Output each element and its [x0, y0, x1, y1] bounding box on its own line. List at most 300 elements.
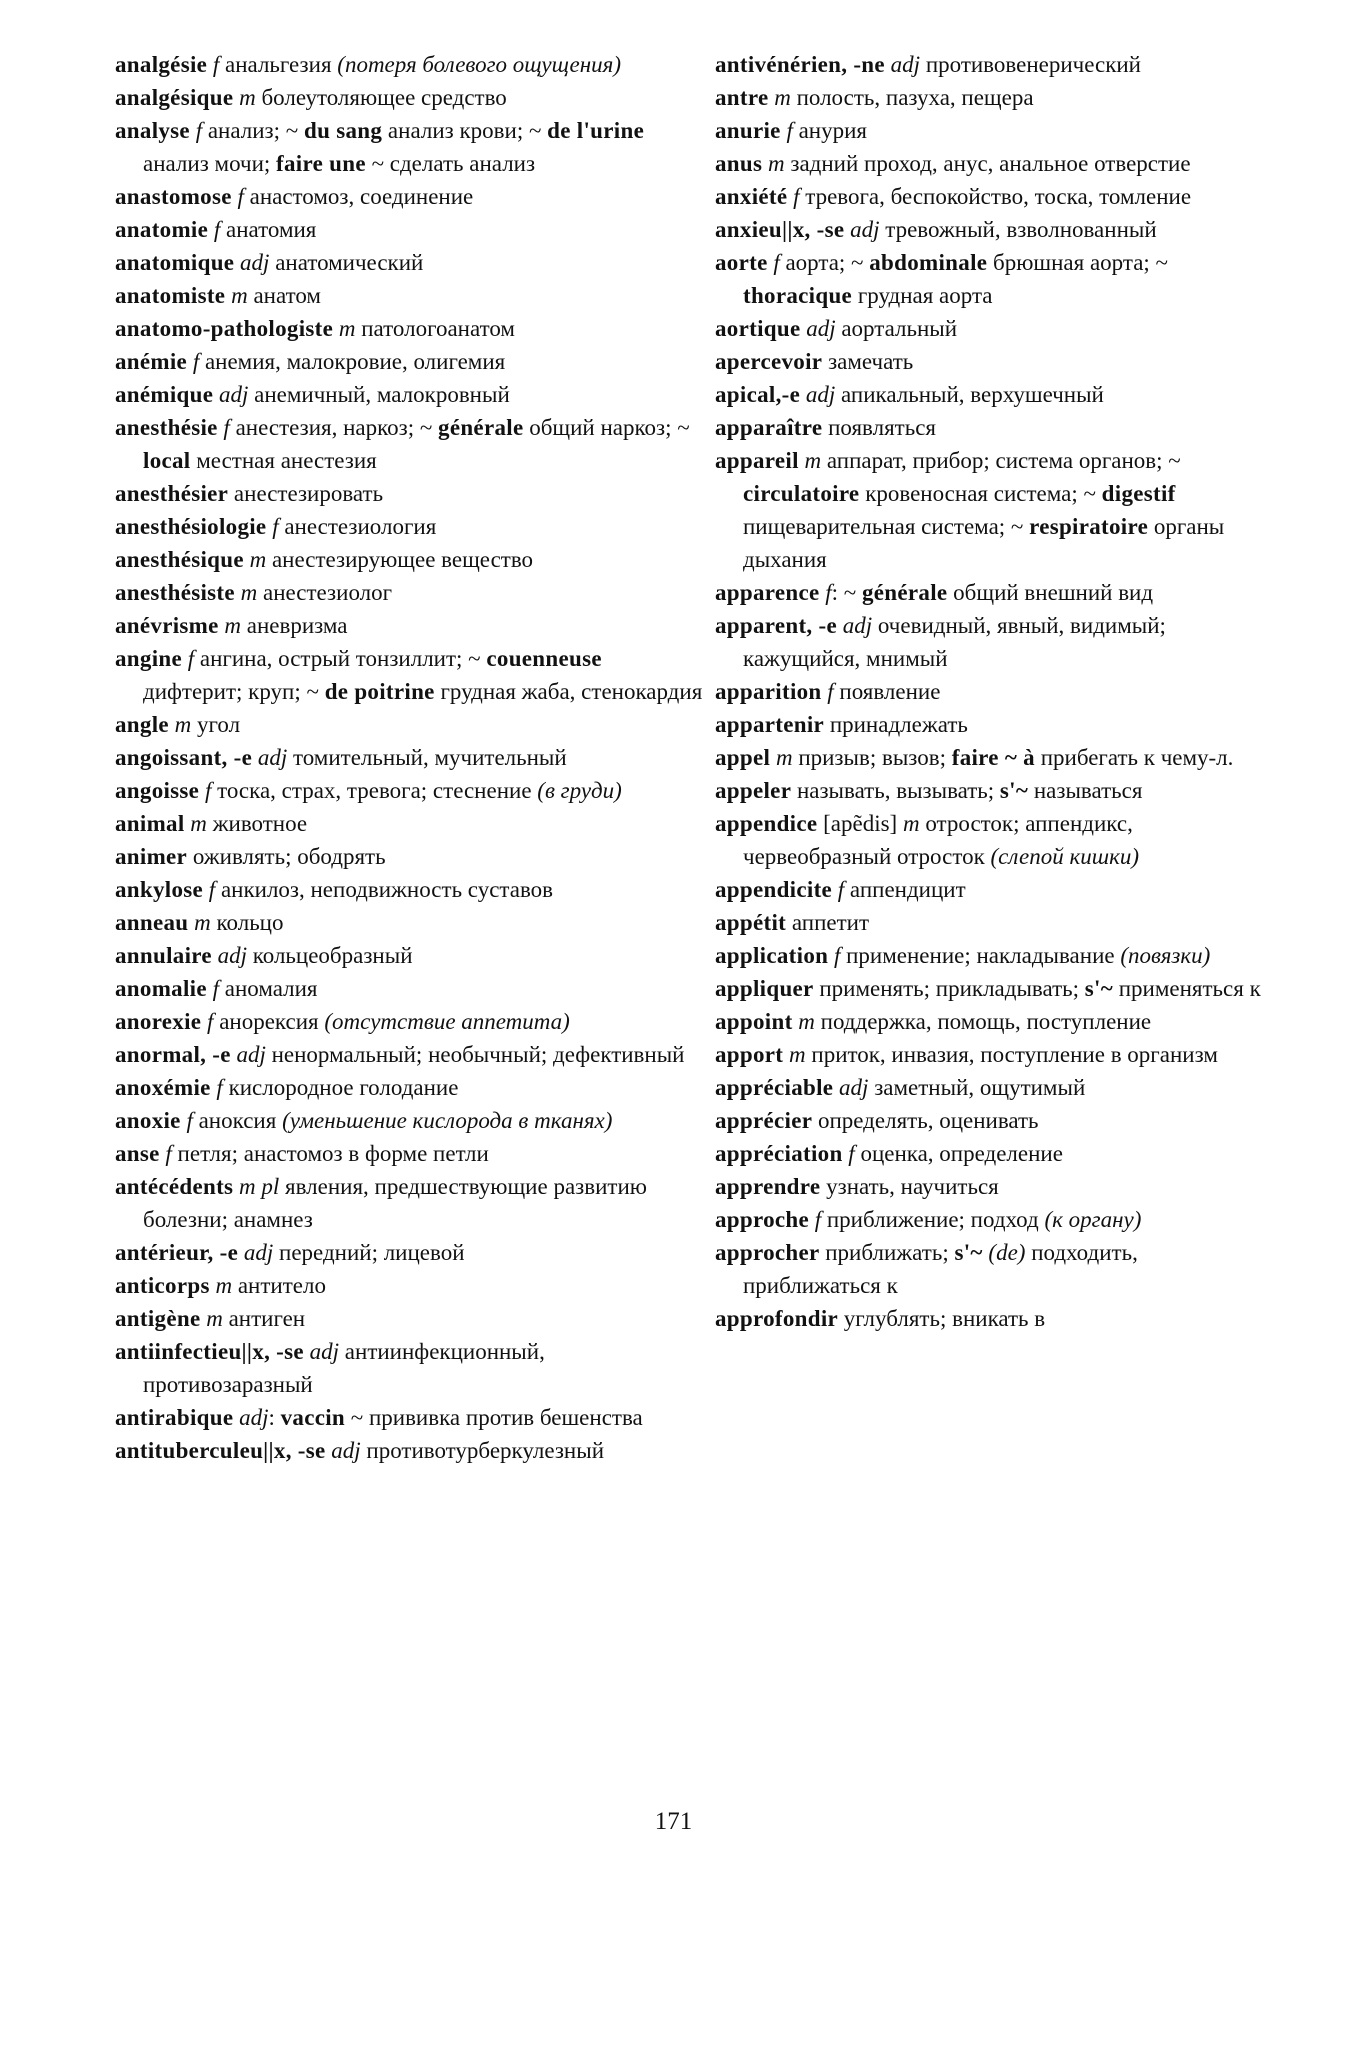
- translation-text: общий наркоз; ~: [523, 415, 690, 440]
- translation-text: ~ сделать анализ: [365, 151, 536, 176]
- dictionary-entry: [715, 180, 1273, 213]
- headword: anse: [115, 1141, 160, 1166]
- subentry-phrase: s'~: [1084, 976, 1113, 1001]
- headword: antécédents: [115, 1174, 234, 1199]
- headword: anoxémie: [115, 1075, 211, 1100]
- headword: anatomie: [115, 217, 209, 242]
- gloss-note: (к органу): [1044, 1207, 1142, 1232]
- gloss-note: (повязки): [1120, 943, 1211, 968]
- dictionary-entry: [715, 1302, 1273, 1335]
- translation-text: томительный, мучительный: [287, 745, 567, 770]
- translation-text: тревожный, взволнованный: [879, 217, 1157, 242]
- grammar-label: f: [780, 118, 793, 143]
- headword: approche: [715, 1207, 809, 1232]
- headword: animal: [115, 811, 185, 836]
- grammar-label: m: [243, 547, 267, 572]
- translation-text: петля; анастомоз в форме петли: [171, 1141, 489, 1166]
- headword: anatomo-pathologiste: [115, 316, 334, 341]
- translation-text: анестезиология: [278, 514, 437, 539]
- grammar-label: m: [902, 811, 920, 836]
- dictionary-entry: [115, 279, 707, 312]
- translation-text: заметный, ощутимый: [868, 1075, 1086, 1100]
- translation-text: явления, предшествующие развитию болезни; анамнез: [143, 1174, 647, 1232]
- translation-text: задний проход, анус, анальное отверстие: [784, 151, 1191, 176]
- grammar-label: f: [199, 778, 212, 803]
- dictionary-entry: [115, 807, 707, 840]
- headword: appétit: [715, 910, 787, 935]
- grammar-label: f: [231, 184, 244, 209]
- dictionary-entry: [115, 1137, 707, 1170]
- headword: anesthésie: [115, 415, 218, 440]
- translation-text: ненормальный; необычный; дефективный: [265, 1042, 685, 1067]
- headword: application: [715, 943, 829, 968]
- headword: apport: [715, 1042, 784, 1067]
- dictionary-entry: [115, 312, 707, 345]
- headword: appeler: [715, 778, 792, 803]
- grammar-label: adj: [800, 382, 836, 407]
- headword: angine: [115, 646, 182, 671]
- translation-text: грудная жаба, стенокардия: [434, 679, 703, 704]
- translation-text: кольцо: [210, 910, 284, 935]
- gloss-note: (de): [982, 1240, 1026, 1265]
- headword: anorexie: [115, 1009, 202, 1034]
- translation-text: приток, инвазия, поступление в организм: [805, 1042, 1218, 1067]
- subentry-phrase: faire ~ à: [951, 745, 1035, 770]
- gloss-note: (отсутствие аппетита): [324, 1009, 570, 1034]
- headword: anesthésiologie: [115, 514, 267, 539]
- translation-text: анализ мочи;: [143, 151, 277, 176]
- grammar-label: f: [210, 1075, 223, 1100]
- dictionary-column-left: [115, 48, 707, 1467]
- translation-text: анурия: [792, 118, 867, 143]
- headword: anxiété: [715, 184, 788, 209]
- translation-text: анастомоз, соединение: [243, 184, 474, 209]
- dictionary-entry: [715, 807, 1273, 873]
- headword: apparition: [715, 679, 822, 704]
- dictionary-entry: [115, 1170, 707, 1236]
- translation-text: анемия, малокровие, олигемия: [199, 349, 506, 374]
- grammar-label: f: [201, 1009, 214, 1034]
- headword: antiinfectieu||x, -se: [115, 1339, 304, 1364]
- headword: angle: [115, 712, 169, 737]
- dictionary-entry: [115, 477, 707, 510]
- grammar-label: m: [234, 580, 258, 605]
- headword: approcher: [715, 1240, 820, 1265]
- translation-text: ангина, острый тонзиллит; ~: [194, 646, 487, 671]
- headword: anémique: [115, 382, 214, 407]
- grammar-label: adj: [844, 217, 880, 242]
- grammar-label: f: [832, 877, 845, 902]
- translation-text: антиген: [222, 1306, 306, 1331]
- headword: anurie: [715, 118, 781, 143]
- dictionary-entry: [715, 1170, 1273, 1203]
- dictionary-entry: [115, 411, 707, 477]
- translation-text: анализ крови; ~: [382, 118, 548, 143]
- headword: appréciable: [715, 1075, 834, 1100]
- subentry-phrase: digestif: [1101, 481, 1176, 506]
- dictionary-entry: [115, 774, 707, 807]
- dictionary-entry: [715, 1005, 1273, 1038]
- dictionary-entry: [115, 873, 707, 906]
- translation-text: приближать;: [819, 1240, 955, 1265]
- subentry-phrase: de l'urine: [547, 118, 645, 143]
- translation-text: антиинфекционный, противозаразный: [143, 1339, 545, 1397]
- headword: anoxie: [115, 1108, 181, 1133]
- translation-text: оживлять; ободрять: [187, 844, 386, 869]
- translation-text: органы дыхания: [743, 514, 1225, 572]
- translation-text: кольцеобразный: [247, 943, 413, 968]
- headword: anxieu||x, -se: [715, 217, 845, 242]
- dictionary-entry: [715, 213, 1273, 246]
- grammar-label: f: [217, 415, 230, 440]
- translation-text: анальгезия: [219, 52, 338, 77]
- grammar-label: adj: [837, 613, 873, 638]
- translation-text: применяться к: [1112, 976, 1261, 1001]
- headword: ankylose: [115, 877, 204, 902]
- headword: analgésique: [115, 85, 234, 110]
- headword: antirabique: [115, 1405, 234, 1430]
- grammar-label: adj: [303, 1339, 340, 1364]
- headword: annulaire: [115, 943, 212, 968]
- dictionary-entry: [715, 708, 1273, 741]
- translation-text: тоска, страх, тревога; стеснение: [211, 778, 538, 803]
- translation-text: анорексия: [213, 1009, 325, 1034]
- dictionary-entry: [715, 741, 1273, 774]
- grammar-label: m: [200, 1306, 223, 1331]
- dictionary-entry: [115, 114, 707, 180]
- dictionary-entry: [715, 1071, 1273, 1104]
- translation-text: называть, вызывать;: [791, 778, 1000, 803]
- grammar-label: m: [762, 151, 785, 176]
- translation-text: появление: [833, 679, 941, 704]
- translation-text: анкилоз, неподвижность суставов: [215, 877, 554, 902]
- translation-text: местная анестезия: [190, 448, 377, 473]
- dictionary-entry: [115, 1335, 707, 1401]
- translation-text: анализ; ~: [202, 118, 304, 143]
- dictionary-entry: [115, 81, 707, 114]
- grammar-label: m: [792, 1009, 815, 1034]
- grammar-label: m: [168, 712, 192, 737]
- dictionary-entry: [115, 576, 707, 609]
- grammar-label: adj: [211, 943, 247, 968]
- translation-text: принадлежать: [824, 712, 968, 737]
- translation-text: кровеносная система; ~: [859, 481, 1102, 506]
- translation-text: аномалия: [218, 976, 318, 1001]
- headword: antre: [715, 85, 769, 110]
- translation-text: болеутоляющее средство: [255, 85, 507, 110]
- subentry-phrase: local: [143, 448, 191, 473]
- headword: appréciation: [715, 1141, 843, 1166]
- headword: appoint: [715, 1009, 793, 1034]
- dictionary-entry: [115, 609, 707, 642]
- dictionary-entry: [115, 1302, 707, 1335]
- translation-text: кислородное голодание: [222, 1075, 459, 1100]
- subentry-phrase: faire une: [276, 151, 366, 176]
- headword: appartenir: [715, 712, 825, 737]
- translation-text: применять; прикладывать;: [813, 976, 1085, 1001]
- dictionary-entry: [715, 675, 1273, 708]
- grammar-label: adj: [833, 1075, 869, 1100]
- dictionary-entry: [115, 1104, 707, 1137]
- translation-text: апикальный, верхушечный: [835, 382, 1104, 407]
- dictionary-entry: [115, 1071, 707, 1104]
- dictionary-entry: [715, 411, 1273, 444]
- translation-text: аноксия: [192, 1108, 283, 1133]
- grammar-label: m: [184, 811, 207, 836]
- headword: anesthésier: [115, 481, 229, 506]
- dictionary-entry: [715, 378, 1273, 411]
- headword: analgésie: [115, 52, 208, 77]
- dictionary-entry: [715, 1104, 1273, 1137]
- translation-text: прибегать к чему-л.: [1034, 745, 1234, 770]
- translation-text: узнать, научиться: [820, 1174, 999, 1199]
- grammar-label: m: [333, 316, 356, 341]
- grammar-label: m: [783, 1042, 806, 1067]
- headword: angoisse: [115, 778, 200, 803]
- translation-text: передний; лицевой: [273, 1240, 465, 1265]
- headword: apprendre: [715, 1174, 821, 1199]
- translation-text: дифтерит; круп; ~: [143, 679, 325, 704]
- headword: anesthésiste: [115, 580, 235, 605]
- subentry-phrase: vaccin: [280, 1405, 346, 1430]
- headword: appendice: [715, 811, 818, 836]
- translation-text: грудная аорта: [852, 283, 993, 308]
- dictionary-entry: [715, 774, 1273, 807]
- headword: apical,-e: [715, 382, 801, 407]
- dictionary-entry: [115, 1005, 707, 1038]
- headword: anticorps: [115, 1273, 210, 1298]
- grammar-label: f: [787, 184, 800, 209]
- translation-text: аневризма: [241, 613, 348, 638]
- translation-text: брюшная аорта; ~: [987, 250, 1169, 275]
- grammar-label: adj: [800, 316, 836, 341]
- subentry-phrase: s'~: [999, 778, 1029, 803]
- dictionary-entry: [115, 246, 707, 279]
- grammar-label: m: [770, 745, 793, 770]
- headword: angoissant, -e: [115, 745, 253, 770]
- headword: apercevoir: [715, 349, 823, 374]
- grammar-label: f: [767, 250, 780, 275]
- dictionary-entry: [115, 48, 707, 81]
- translation-text: призыв; вызов;: [792, 745, 952, 770]
- translation-text: :: [268, 1405, 281, 1430]
- translation-text: подходить, приближаться к: [743, 1240, 1138, 1298]
- dictionary-entry: [715, 939, 1273, 972]
- headword: anatomique: [115, 250, 235, 275]
- translation-text: очевидный, явный, видимый; кажущийся, мнимый: [743, 613, 1166, 671]
- dictionary-entry: [115, 1038, 707, 1071]
- dictionary-entry: [715, 345, 1273, 378]
- headword: anévrisme: [115, 613, 219, 638]
- headword: antérieur, -e: [115, 1240, 239, 1265]
- subentry-phrase: de poitrine: [324, 679, 435, 704]
- grammar-label: adj: [233, 1405, 269, 1430]
- translation-text: приближение; подход: [821, 1207, 1045, 1232]
- translation-text: применение; накладывание: [840, 943, 1121, 968]
- grammar-label: f: [208, 217, 221, 242]
- gloss-note: (в груди): [537, 778, 622, 803]
- grammar-label: f: [842, 1141, 855, 1166]
- dictionary-entry: [715, 81, 1273, 114]
- dictionary-entry: [715, 147, 1273, 180]
- page-number: 171: [654, 1808, 693, 1835]
- translation-text: : ~: [831, 580, 862, 605]
- dictionary-entry: [715, 576, 1273, 609]
- headword: antivénérien, -ne: [715, 52, 885, 77]
- dictionary-entry: [115, 708, 707, 741]
- headword: antituberculeu||x, -se: [115, 1438, 326, 1463]
- grammar-label: f: [181, 646, 195, 671]
- translation-text: животное: [206, 811, 308, 836]
- dictionary-entry: [115, 642, 707, 708]
- grammar-label: f: [819, 580, 832, 605]
- dictionary-entry: [715, 1236, 1273, 1302]
- dictionary-entry: [115, 840, 707, 873]
- grammar-label: f: [180, 1108, 193, 1133]
- grammar-label: adj: [230, 1042, 266, 1067]
- dictionary-entry: [115, 1236, 707, 1269]
- translation-text: аппарат, прибор; система органов; ~: [821, 448, 1181, 473]
- dictionary-entry: [115, 939, 707, 972]
- grammar-label: adj: [325, 1438, 361, 1463]
- dictionary-entry: [115, 1269, 707, 1302]
- headword: animer: [115, 844, 188, 869]
- grammar-label: f: [207, 52, 220, 77]
- translation-text: анестезировать: [228, 481, 384, 506]
- dictionary-entry: [115, 972, 707, 1005]
- subentry-phrase: respiratoire: [1029, 514, 1149, 539]
- translation-text: патологоанатом: [355, 316, 515, 341]
- grammar-label: f: [206, 976, 219, 1001]
- translation-text: анестезиолог: [257, 580, 393, 605]
- headword: appliquer: [715, 976, 814, 1001]
- grammar-label: m: [225, 283, 248, 308]
- grammar-label: adj: [213, 382, 249, 407]
- headword: appel: [715, 745, 771, 770]
- translation-text: тревога, беспокойство, тоска, томление: [799, 184, 1192, 209]
- headword: appendicite: [715, 877, 833, 902]
- dictionary-entry: [715, 1038, 1273, 1071]
- translation-text: аорта; ~: [779, 250, 870, 275]
- dictionary-entry: [115, 741, 707, 774]
- translation-text: [apẽdis]: [817, 811, 903, 836]
- dictionary-entry: [115, 180, 707, 213]
- translation-text: аппетит: [786, 910, 870, 935]
- translation-text: анатомия: [220, 217, 317, 242]
- subentry-phrase: générale: [438, 415, 524, 440]
- translation-text: появляться: [822, 415, 936, 440]
- translation-text: анестезирующее вещество: [266, 547, 534, 572]
- dictionary-entry: [715, 972, 1273, 1005]
- translation-text: углублять; вникать в: [838, 1306, 1046, 1331]
- headword: analyse: [115, 118, 190, 143]
- dictionary-entry: [715, 1137, 1273, 1170]
- grammar-label: f: [189, 118, 203, 143]
- translation-text: называться: [1028, 778, 1143, 803]
- grammar-label: m: [768, 85, 791, 110]
- headword: approfondir: [715, 1306, 839, 1331]
- grammar-label: m pl: [233, 1174, 280, 1199]
- dictionary-entry: [715, 246, 1273, 312]
- dictionary-entry: [115, 543, 707, 576]
- subentry-phrase: thoracique: [743, 283, 853, 308]
- headword: apparence: [715, 580, 820, 605]
- translation-text: угол: [191, 712, 241, 737]
- grammar-label: m: [188, 910, 211, 935]
- dictionary-entry: [715, 873, 1273, 906]
- translation-text: противотурберкулезный: [360, 1438, 605, 1463]
- headword: anesthésique: [115, 547, 244, 572]
- dictionary-entry: [715, 48, 1273, 81]
- translation-text: антитело: [232, 1273, 326, 1298]
- headword: anormal, -e: [115, 1042, 231, 1067]
- gloss-note: (слепой кишки): [990, 844, 1139, 869]
- translation-text: поддержка, помощь, поступление: [814, 1009, 1152, 1034]
- headword: appareil: [715, 448, 799, 473]
- grammar-label: f: [266, 514, 279, 539]
- translation-text: анестезия, наркоз; ~: [229, 415, 439, 440]
- translation-text: оценка, определение: [854, 1141, 1063, 1166]
- subentry-phrase: générale: [861, 580, 948, 605]
- headword: anatomiste: [115, 283, 226, 308]
- translation-text: замечать: [822, 349, 914, 374]
- headword: aortique: [715, 316, 801, 341]
- dictionary-entry: [715, 906, 1273, 939]
- headword: anneau: [115, 910, 189, 935]
- translation-text: общий внешний вид: [947, 580, 1154, 605]
- translation-text: анемичный, малокровный: [248, 382, 510, 407]
- headword: anastomose: [115, 184, 232, 209]
- dictionary-entry: [715, 444, 1273, 576]
- grammar-label: f: [159, 1141, 172, 1166]
- dictionary-entry: [115, 345, 707, 378]
- dictionary-entry: [115, 1401, 707, 1434]
- gloss-note: (потеря болевого ощущения): [337, 52, 621, 77]
- grammar-label: m: [233, 85, 256, 110]
- headword: antigène: [115, 1306, 201, 1331]
- translation-text: анатом: [247, 283, 321, 308]
- grammar-label: adj: [238, 1240, 274, 1265]
- translation-text: ~ прививка против бешенства: [345, 1405, 643, 1430]
- grammar-label: f: [203, 877, 216, 902]
- headword: anémie: [115, 349, 188, 374]
- translation-text: противовенерический: [920, 52, 1141, 77]
- dictionary-entry: [115, 510, 707, 543]
- dictionary-entry: [715, 609, 1273, 675]
- headword: anus: [715, 151, 763, 176]
- dictionary-entry: [715, 1203, 1273, 1236]
- grammar-label: adj: [252, 745, 288, 770]
- dictionary-entry: [715, 114, 1273, 147]
- grammar-label: f: [808, 1207, 822, 1232]
- subentry-phrase: abdominale: [869, 250, 988, 275]
- dictionary-column-right: [715, 48, 1273, 1335]
- subentry-phrase: circulatoire: [743, 481, 860, 506]
- translation-text: отросток; аппендикс, червеобразный отросток: [743, 811, 1133, 869]
- dictionary-entry: [115, 378, 707, 411]
- grammar-label: adj: [884, 52, 921, 77]
- grammar-label: adj: [234, 250, 270, 275]
- subentry-phrase: s'~: [954, 1240, 983, 1265]
- grammar-label: m: [209, 1273, 233, 1298]
- dictionary-entry: [115, 213, 707, 246]
- grammar-label: f: [821, 679, 834, 704]
- dictionary-entry: [115, 906, 707, 939]
- gloss-note: (уменьшение кислорода в тканях): [282, 1108, 613, 1133]
- translation-text: пищеварительная система; ~: [743, 514, 1030, 539]
- headword: anomalie: [115, 976, 207, 1001]
- headword: apprécier: [715, 1108, 813, 1133]
